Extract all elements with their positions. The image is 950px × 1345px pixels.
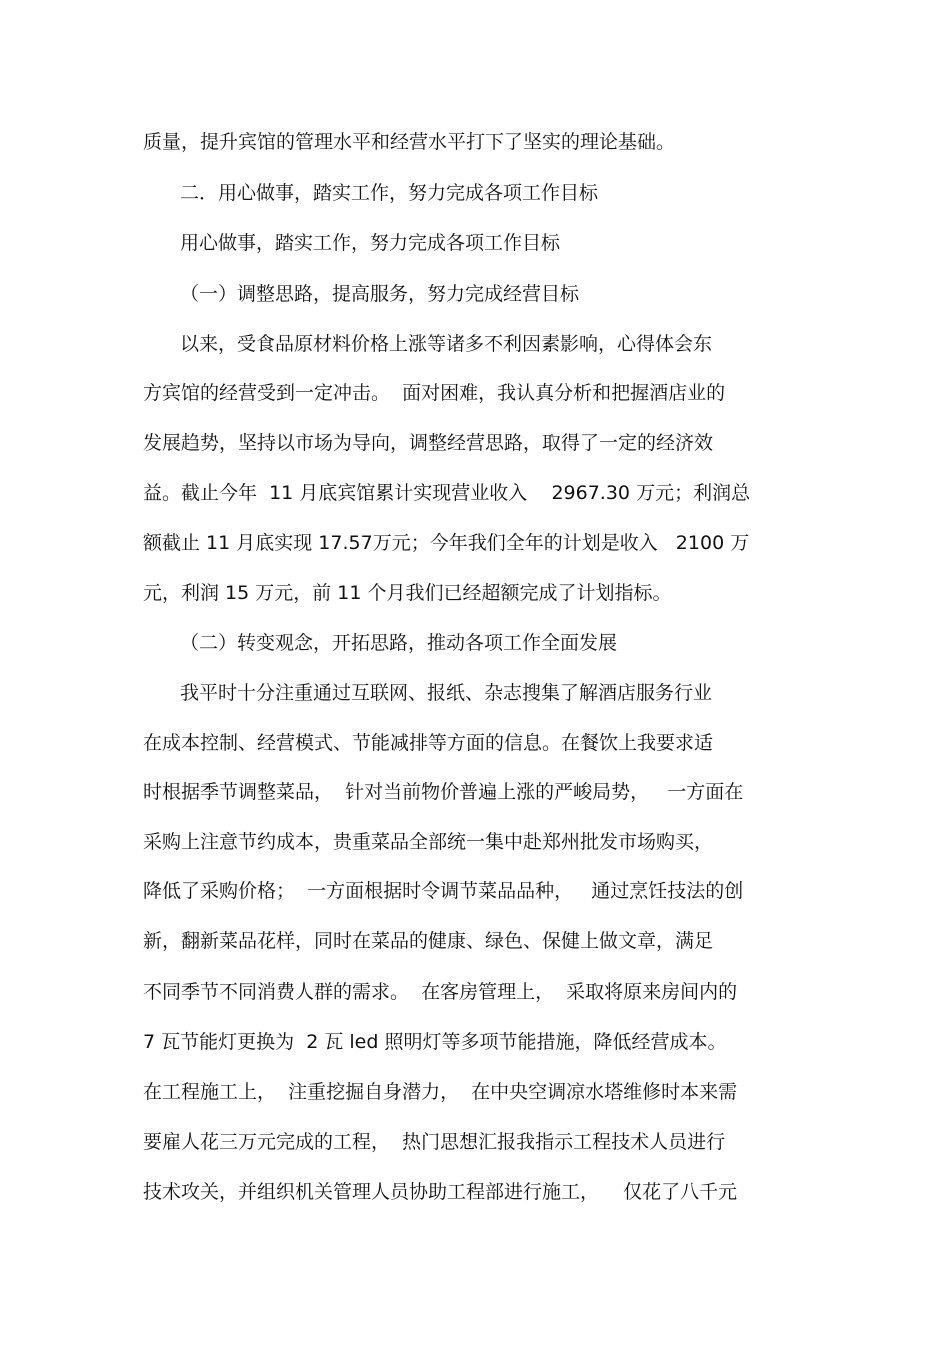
- section-heading-2: 二．用心做事，踏实工作，努力完成各项工作目标: [180, 182, 599, 204]
- subsection-heading-1: （一）调整思路，提高服务，努力完成经营目标: [180, 283, 580, 305]
- paragraph-line-6: 额截止 11 月底实现 17.57万元；今年我们全年的计划是收入 2100 万: [143, 532, 750, 554]
- paragraph-line-7: 元，利润 15 万元，前 11 个月我们已经超额完成了计划指标。: [143, 582, 672, 604]
- paragraph-line-4: 发展趋势，坚持以市场为导向，调整经营思路，取得了一定的经济效: [143, 432, 714, 454]
- paragraph-line-15: 7 瓦节能灯更换为 2 瓦 led 照明灯等多项节能措施，降低经营成本。: [143, 1031, 727, 1053]
- paragraph-line-18: 技术攻关，并组织机关管理人员协助工程部进行施工， 仅花了八千元: [143, 1181, 738, 1203]
- subsection-heading-2: （二）转变观念，开拓思路，推动各项工作全面发展: [180, 632, 618, 654]
- paragraph-line-16: 在工程施工上， 注重挖掘自身潜力， 在中央空调凉水塔维修时本来需: [143, 1081, 738, 1103]
- paragraph-line-12: 降低了采购价格； 一方面根据时令调节菜品品种， 通过烹饪技法的创: [143, 880, 744, 902]
- paragraph-line-13: 新，翻新菜品花样，同时在菜品的健康、绿色、保健上做文章，满足: [143, 930, 714, 952]
- paragraph-line-8: 我平时十分注重通过互联网、报纸、杂志搜集了解酒店服务行业: [180, 682, 713, 704]
- paragraph-line-10: 时根据季节调整菜品， 针对当前物价普遍上涨的严峻局势， 一方面在: [143, 781, 744, 803]
- section-subheading: 用心做事，踏实工作，努力完成各项工作目标: [180, 232, 561, 254]
- paragraph-line-1: 质量，提升宾馆的管理水平和经营水平打下了坚实的理论基础。: [143, 131, 676, 153]
- paragraph-line-17: 要雇人花三万元完成的工程， 热门思想汇报我指示工程技术人员进行: [143, 1131, 726, 1153]
- paragraph-line-2: 以来，受食品原材料价格上涨等诸多不利因素影响，心得体会东: [180, 333, 713, 355]
- paragraph-line-3: 方宾馆的经营受到一定冲击。 面对困难，我认真分析和把握酒店业的: [143, 382, 726, 404]
- paragraph-line-14: 不同季节不同消费人群的需求。 在客房管理上， 采取将原来房间内的: [143, 981, 738, 1003]
- paragraph-line-9: 在成本控制、经营模式、节能减排等方面的信息。在餐饮上我要求适: [143, 732, 714, 754]
- paragraph-line-11: 采购上注意节约成本，贵重菜品全部统一集中赴郑州批发市场购买，: [143, 831, 714, 853]
- paragraph-line-5: 益。截止今年 11 月底宾馆累计实现营业收入 2967.30 万元；利润总: [143, 482, 751, 504]
